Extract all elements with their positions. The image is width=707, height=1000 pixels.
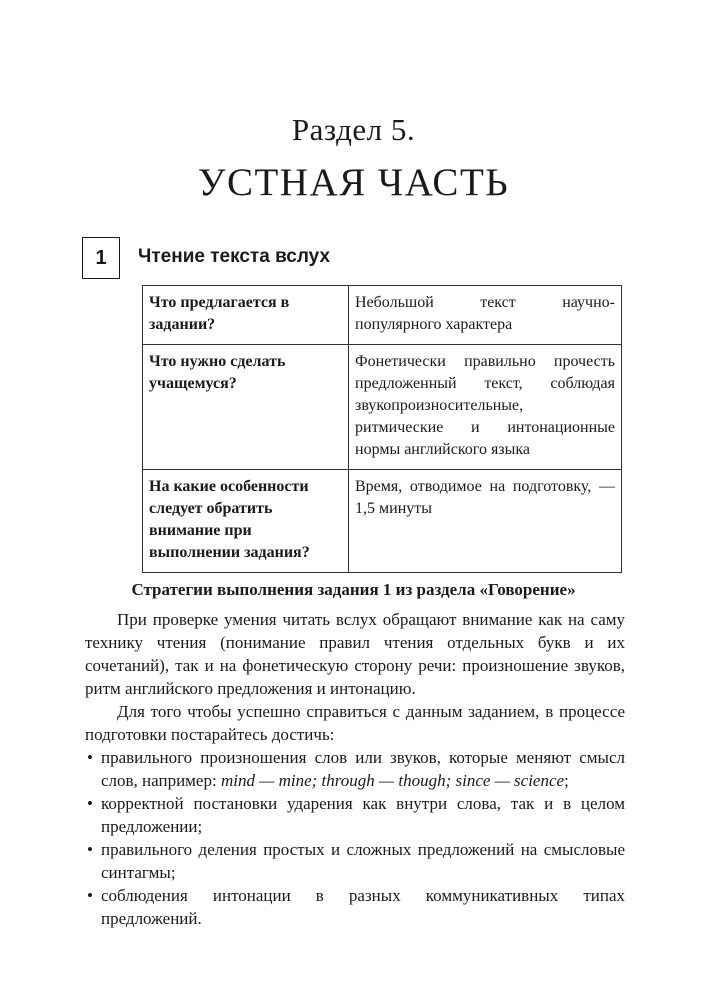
list-item xyxy=(85,884,625,930)
list-item xyxy=(85,746,625,792)
strategy-title: Стратегии выполнения задания 1 из раздела «Говорение» xyxy=(131,580,576,599)
table-row xyxy=(143,286,622,345)
table-answer-cell: Фонетически правильно прочесть предложенный текст, соблюдая звукопроизносительные, ритмические и интонационные нормы английского языка xyxy=(349,345,622,470)
list-item-text: корректной постановки ударения как внутри слова, так и в целом предложении; xyxy=(101,794,625,836)
section-title: УСТНАЯ ЧАСТЬ xyxy=(197,161,510,204)
bullet-icon: • xyxy=(87,840,93,859)
table-question-cell: Что предлагается в задании? xyxy=(143,286,349,345)
task-number-box: 1 xyxy=(82,237,120,279)
paragraph: Для того чтобы успешно справиться с данным заданием, в процессе подготовки постарайтесь достичь: xyxy=(85,702,625,744)
list-item-text: соблюдения интонации в разных коммуникативных типах предложений. xyxy=(101,886,625,928)
task-heading: Чтение текста вслух xyxy=(138,246,331,267)
table-row xyxy=(143,345,622,470)
bullet-icon: • xyxy=(87,794,93,813)
task-info-table xyxy=(142,285,622,573)
list-item-text: правильного деления простых и сложных предложений на смысловые синтагмы; xyxy=(101,840,625,882)
table-answer-cell: Небольшой текст научно-популярного характера xyxy=(349,286,622,345)
list-item xyxy=(85,838,625,884)
table-question-cell: На какие особенности следует обратить внимание при выполнении задания? xyxy=(143,470,349,573)
bullet-icon: • xyxy=(87,886,93,905)
table-question-cell: Что нужно сделать учащемуся? xyxy=(143,345,349,470)
table-row xyxy=(143,470,622,573)
list-item-text: правильного произношения слов или звуков, которые меняют смысл слов, например: xyxy=(101,748,625,790)
paragraph: При проверке умения читать вслух обращают внимание как на саму технику чтения (понимание правил чтения отдельных букв и их сочетаний), так и на фонетическую сторону речи: произношение звуков, ритм английского предложения и интонацию. xyxy=(85,610,625,698)
list-item-punct: ; xyxy=(564,771,569,790)
strategy-list xyxy=(85,746,625,930)
list-item xyxy=(85,792,625,838)
table-answer-cell: Время, отводимое на подготовку, — 1,5 минуты xyxy=(349,470,622,573)
strategy-body xyxy=(85,608,625,930)
list-item-examples: mind — mine; through — though; since — science xyxy=(220,771,565,790)
bullet-icon: • xyxy=(87,748,93,767)
section-label: Раздел 5. xyxy=(291,112,416,147)
